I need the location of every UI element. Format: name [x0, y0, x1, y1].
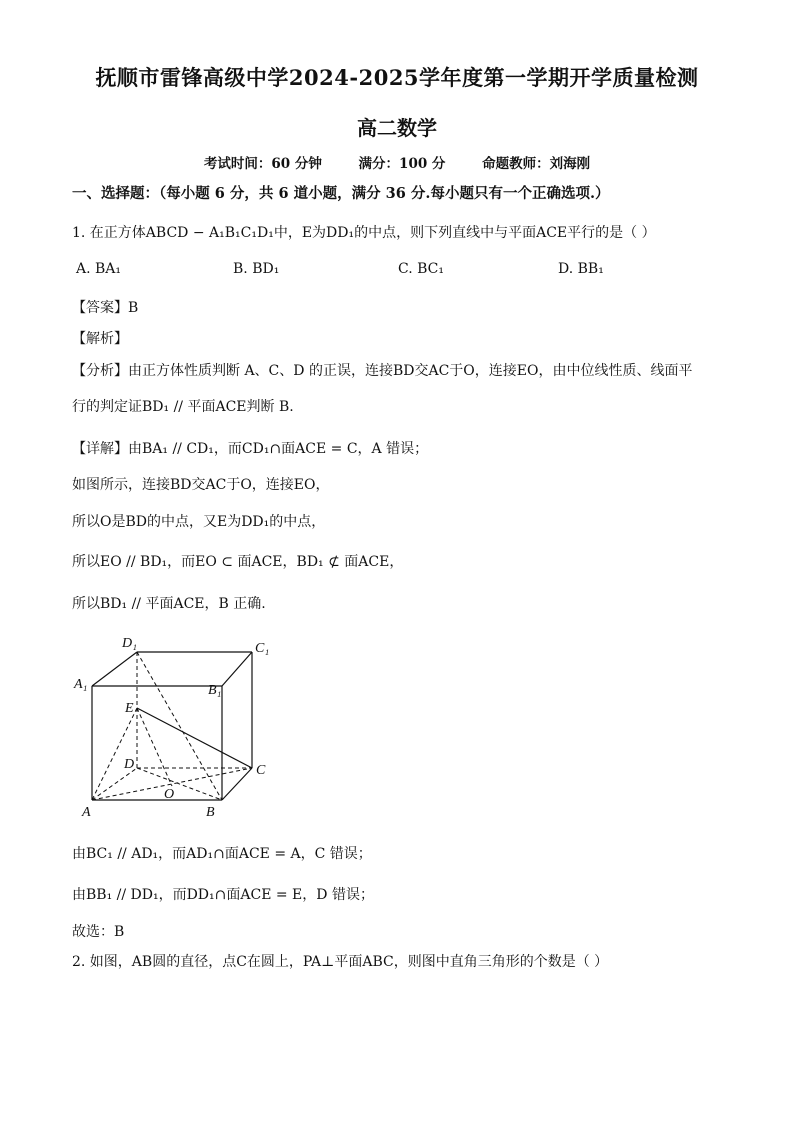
edge-bc: [222, 768, 252, 800]
detail-line-5: 所以BD₁ // 平面ACE，B 正确.: [72, 596, 266, 612]
option-c: C. BC₁: [398, 261, 444, 277]
question-1-stem: 1. 在正方体ABCD − A₁B₁C₁D₁中，E为DD₁的中点，则下列直线中与平面ACE平行的是（ ）: [72, 225, 656, 241]
label-e: E: [125, 701, 134, 716]
cube-diagram: [70, 628, 280, 823]
edge-bd: [137, 768, 222, 800]
label-b1: B₁: [208, 683, 222, 698]
label-o: O: [164, 787, 175, 802]
edge-eo: [137, 708, 172, 786]
conclusion: 故选：B: [72, 924, 125, 940]
analysis-tag: 【解析】: [72, 331, 128, 347]
option-a: A. BA₁: [76, 261, 122, 277]
analysis-line-2: 行的判定证BD₁ // 平面ACE判断 B.: [72, 399, 294, 415]
edge-bd1: [137, 652, 222, 800]
label-a1: A₁: [74, 677, 88, 692]
cube-figure: [70, 628, 280, 823]
full-score: 满分：100 分: [358, 156, 446, 172]
label-d1: D₁: [122, 636, 137, 651]
detail-line-6: 由BC₁ // AD₁，而AD₁∩面ACE = A，C 错误；: [72, 846, 372, 862]
option-b: B. BD₁: [233, 261, 280, 277]
label-a: A: [82, 805, 91, 820]
edge-b1c1: [222, 652, 252, 686]
label-c: C: [256, 763, 266, 778]
detail-line-7: 由BB₁ // DD₁，而DD₁∩面ACE = E，D 错误；: [72, 887, 374, 903]
exam-meta: [0, 152, 794, 172]
question-2-stem: 2. 如图，AB圆的直径，点C在圆上，PA⊥平面ABC，则图中直角三角形的个数是（ ）: [72, 954, 609, 970]
analysis-line-1: 【分析】由正方体性质判断 A、C、D 的正误，连接BD交AC于O，连接EO，由中位线性质、线面平: [72, 363, 693, 379]
answer: 【答案】B: [72, 300, 139, 316]
detail-line-2: 如图所示，连接BD交AC于O，连接EO，: [72, 477, 330, 493]
option-d: D. BB₁: [558, 261, 604, 277]
label-c1: C₁: [255, 641, 270, 656]
exam-time: 考试时间：60 分钟: [203, 156, 322, 172]
edge-a1d1: [92, 652, 137, 686]
label-b: B: [206, 805, 215, 820]
page-subtitle: 高二数学: [357, 116, 437, 140]
label-d: D: [124, 757, 135, 772]
page-title: 抚顺市雷锋高级中学2024-2025学年度第一学期开学质量检测: [95, 65, 699, 90]
detail-line-1: 【详解】由BA₁ // CD₁，而CD₁∩面ACE = C，A 错误；: [72, 441, 429, 457]
section-heading: 一、选择题：（每小题 6 分，共 6 道小题，满分 36 分.每小题只有一个正确选项.）: [72, 185, 610, 202]
edge-ea: [92, 708, 137, 800]
detail-line-4: 所以EO // BD₁，而EO ⊂ 面ACE，BD₁ ⊄ 面ACE，: [72, 554, 404, 570]
teacher: 命题教师：刘海刚: [482, 156, 591, 172]
edge-ec: [137, 708, 252, 768]
detail-line-3: 所以O是BD的中点，又E为DD₁的中点，: [72, 514, 326, 530]
